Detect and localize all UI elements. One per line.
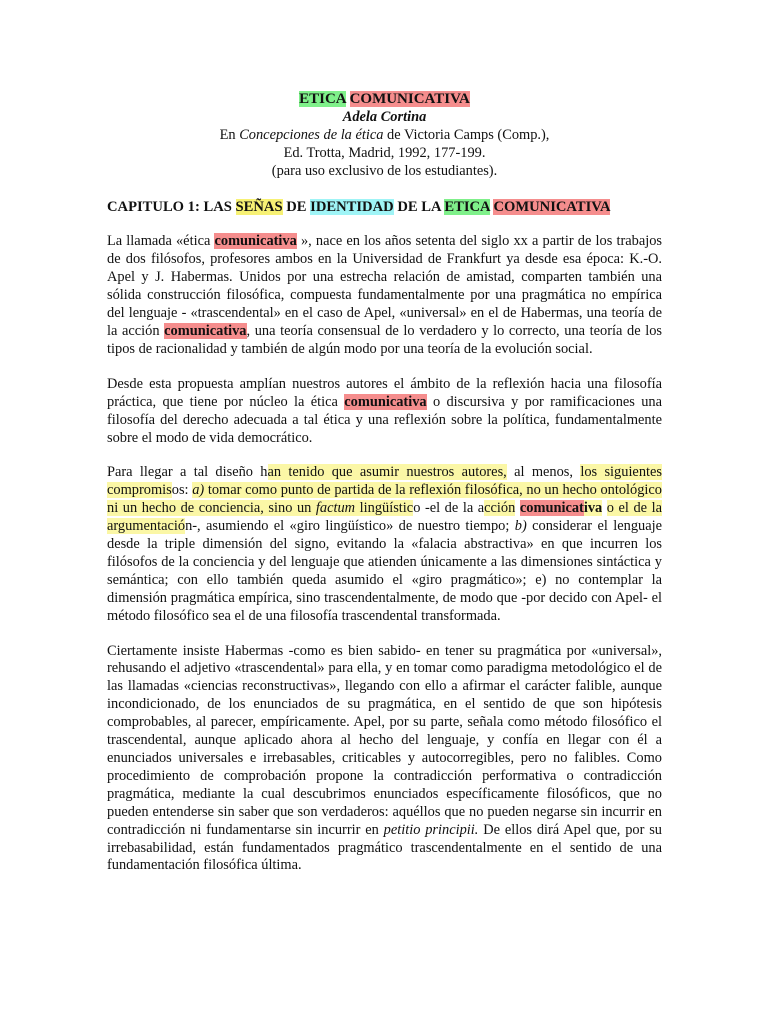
document-title: ETICA COMUNICATIVA <box>299 91 470 107</box>
usage-note: (para uso exclusivo de los estudiantes). <box>271 162 498 179</box>
author: Adela Cortina <box>342 108 427 125</box>
document-page <box>107 91 662 875</box>
chapter-heading: CAPITULO 1: LAS SEÑAS DE IDENTIDAD DE LA ETICA COMUNICATIVA <box>107 198 611 215</box>
paragraph-4: Ciertamente insiste Habermas -como es bien sabido- en tener su pragmática por «universal», rehusando el adjetivo «trascendental» para ella, y en tomar como paradigma metodológico el de las llamadas «ciencias reconstructivas», llegando con ello a afirmar el carácter falible, aunque incondicionado, de los enunciados de su pragmática, en el sentido de que son hipótesis comprobables, al parecer, empíricamente. Apel, por su parte, señala como método filosófico el trascendental, aunque aplicado ahora al hecho del lenguaje, y confía en llegar con él a enunciados universales e irrebasables, criticables y autocorregibles, pero no falibles. Como procedimiento de comprobación propone la contradicción performativa o contradicción pragmática, mediante la cual descubrimos enunciados específicamente filosóficos, que no pueden entenderse sin saber que son verdaderos: aquéllos que no pueden negarse sin incurrir en contradicción ni fundamentarse sin incurrir en petitio principii. De ellos dirá Apel que, por su irrebasabilidad, están fundamentados pragmático trascendentalmente en el sentido de una fundamentación filosófica última. <box>107 642 662 874</box>
document-header <box>107 91 662 181</box>
publisher-line: Ed. Trotta, Madrid, 1992, 177-199. <box>283 144 486 161</box>
paragraph-1: La llamada «ética comunicativa », nace en los años setenta del siglo xx a partir de los trabajos de dos filósofos, profesores ambos en la Universidad de Frankfurt ya desde esa época: K.-O. Apel y J. Habermas. Unidos por una estrecha relación de amistad, comparten también una sólida construcción filosófica, compuesta fundamentalmente por una pragmática no empírica del lenguaje - «trascendental» en el caso de Apel, «universal» en el de Habermas, una teoría de la acción comunicativa, una teoría consensual de lo verdadero y lo correcto, una teoría de los tipos de racionalidad y también de algún modo por una teoría de la evolución social. <box>107 233 662 357</box>
paragraph-2: Desde esta propuesta amplían nuestros autores el ámbito de la reflexión hacia una filosofía práctica, que tiene por núcleo la ética comunicativa o discursiva y por ramificaciones una filosofía del derecho adecuada a tal ética y una reflexión sobre la política, fundamentalmente sobre el modo de vida democrático. <box>107 375 662 446</box>
source-line: En Concepciones de la ética de Victoria Camps (Comp.), <box>219 126 550 143</box>
paragraph-3: Para llegar a tal diseño han tenido que asumir nuestros autores, al menos, los siguientes compromisos: a) tomar como punto de partida de la reflexión filosófica, no un hecho ontológico ni un hecho de conciencia, sino un factum lingüístico -el de la acción comunicativa o el de la argumentación-, asumiendo el «giro lingüístico» de nuestro tiempo; b) considerar el lenguaje desde la triple dimensión del signo, evitando la «falacia abstractiva» en que incurren los filósofos de la conciencia y del lenguaje que atienden únicamente a las dimensiones sintáctica y semántica; con ello también queda asumido el «giro pragmático»; e) no contemplar la dimensión pragmática empírica, sino trascendentalmente, de modo que -por decido con Apel- el método filosófico sea el de una filosofía trascendental transformada. <box>107 464 663 624</box>
